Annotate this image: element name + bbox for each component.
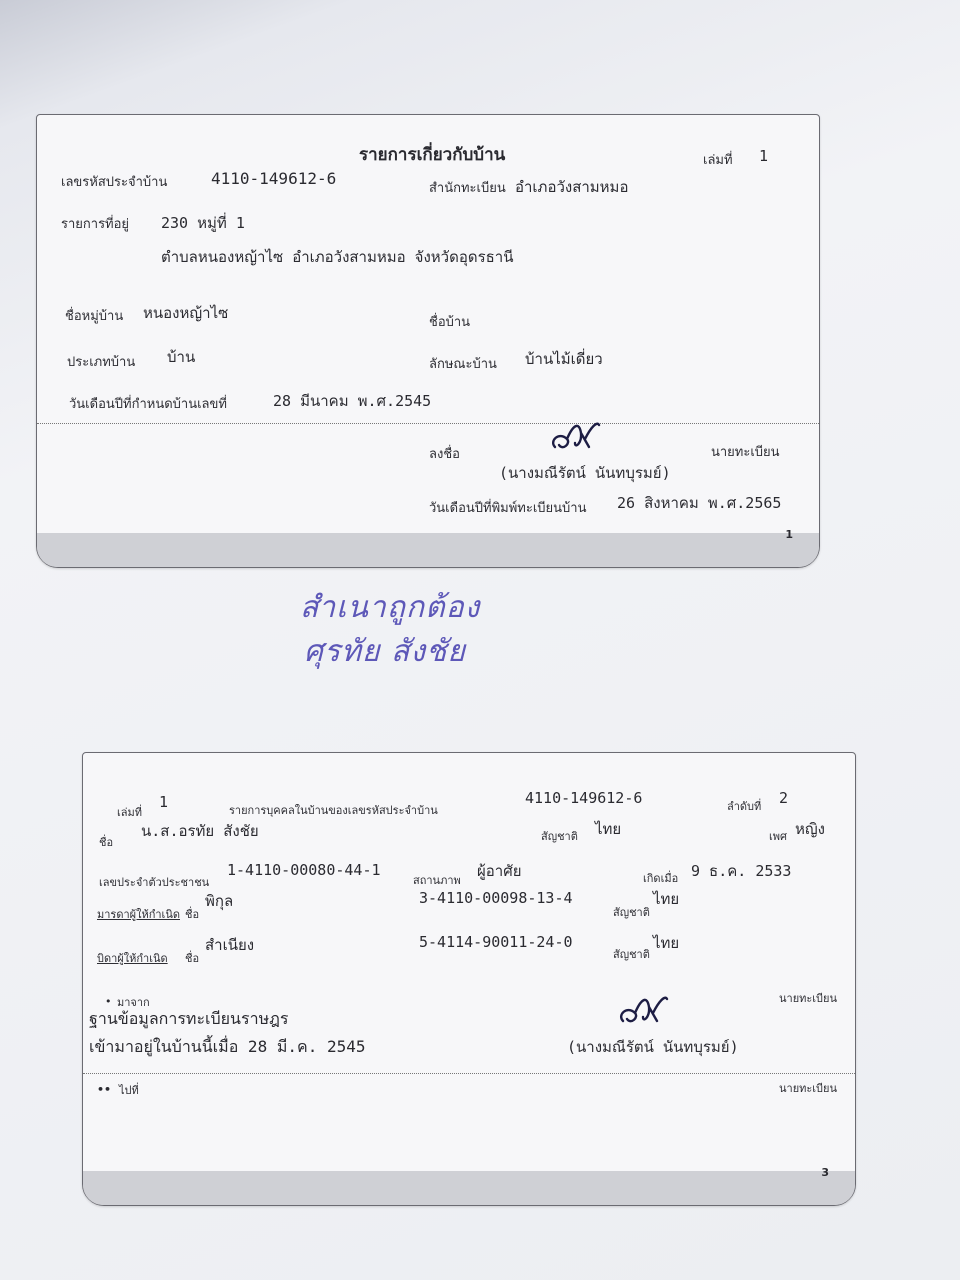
id-value: 1-4110-00080-44-1 [227,861,381,879]
father-name-label: ชื่อ [185,952,200,965]
from-label: มาจาก [117,996,150,1009]
card-footer-band [83,1171,855,1205]
address-label: รายการที่อยู่ [61,217,130,232]
born-label: เกิดเมื่อ [643,872,679,885]
card-title: รายการเกี่ยวกับบ้าน [359,145,506,165]
print-date-value: 26 สิงหาคม พ.ศ.2565 [617,494,782,512]
mother-name-label: ชื่อ [185,908,200,921]
address-line1: 230 หมู่ที่ 1 [161,214,245,232]
sign-label: ลงชื่อ [429,447,460,462]
house-code-value: 4110-149612-6 [211,169,337,188]
from-bullet-icon: • [105,995,112,1008]
house-style-label: ลักษณะบ้าน [429,357,497,372]
mother-nationality: ไทย [653,890,680,908]
father-label: บิดาผู้ให้กำเนิด [97,952,168,965]
book-label: เล่มที่ [703,153,733,168]
name-label: ชื่อ [99,836,114,849]
order-value: 2 [779,789,789,807]
house-style-value: บ้านไม้เดี่ยว [525,350,603,368]
registrar-office-value: อำเภอวังสามหมอ [515,178,629,196]
book-value: 1 [759,147,769,165]
mother-label: มารดาผู้ให้กำเนิด [97,908,180,921]
registrar-title-2: นายทะเบียน [779,1082,838,1095]
house-code-label: เลขรหัสประจำบ้าน [61,175,168,190]
nationality-label: สัญชาติ [541,830,578,843]
house-type-label: ประเภทบ้าน [67,355,136,370]
sex-value: หญิง [795,820,825,838]
registrar-signature-icon [615,989,673,1033]
card-footer-band [37,533,819,567]
separator-dotted [37,423,819,424]
nationality-value: ไทย [595,820,622,838]
house-name-label: ชื่อบ้าน [429,315,471,330]
id-label: เลขประจำตัวประชาชน [99,876,210,889]
mother-name: พิกุล [205,892,234,910]
page-number: 1 [785,528,793,541]
registrar-title: นายทะเบียน [779,992,838,1005]
registrar-name: (นางมณีรัตน์ นันทบุรมย์) [499,464,671,482]
house-type-value: บ้าน [167,348,196,366]
person-details-card [82,752,856,1206]
father-nationality: ไทย [653,934,680,952]
house-code-value: 4110-149612-6 [525,789,643,807]
assigned-date-value: 28 มีนาคม พ.ศ.2545 [273,392,432,410]
book-label: เล่มที่ [117,806,143,819]
to-bullet-icon: •• [97,1083,112,1096]
father-id: 5-4114-90011-24-0 [419,933,573,951]
father-nationality-label: สัญชาติ [613,948,650,961]
assigned-date-label: วันเดือนปีที่กำหนดบ้านเลขที่ [69,397,227,412]
handwritten-certification: สำเนาถูกต้อง [300,590,481,625]
order-label: ลำดับที่ [727,800,762,813]
mother-nationality-label: สัญชาติ [613,906,650,919]
registrar-office-label: สำนักทะเบียน [429,181,506,196]
status-label: สถานภาพ [413,874,461,887]
mother-id: 3-4110-00098-13-4 [419,889,573,907]
section-heading: รายการบุคคลในบ้านของเลขรหัสประจำบ้าน [229,804,438,817]
registrar-signature-icon [545,413,605,459]
village-value: หนองหญ้าไซ [143,304,229,322]
registrar-title: นายทะเบียน [711,445,780,460]
name-value: น.ส.อรทัย สังชัย [141,822,259,840]
father-name: สำเนียง [205,936,255,954]
page-number: 3 [821,1166,829,1179]
to-label: ไปที่ [119,1084,139,1097]
address-line2: ตำบลหนองหญ้าไซ อำเภอวังสามหมอ จังหวัดอุดรธานี [161,248,514,266]
house-details-card [36,114,820,568]
registrar-name: (นางมณีรัตน์ นันทบุรมย์) [567,1038,739,1056]
from-value: ฐานข้อมูลการทะเบียนราษฎร [89,1009,289,1028]
handwritten-signature-name: ศุรทัย สังชัย [304,634,466,669]
moved-in-date: เข้ามาอยู่ในบ้านนี้เมื่อ 28 มี.ค. 2545 [89,1037,366,1056]
status-value: ผู้อาศัย [477,862,522,880]
separator-dotted [83,1073,855,1074]
print-date-label: วันเดือนปีที่พิมพ์ทะเบียนบ้าน [429,501,587,516]
sex-label: เพศ [769,830,787,843]
born-value: 9 ธ.ค. 2533 [691,862,792,880]
village-label: ชื่อหมู่บ้าน [65,309,124,324]
book-value: 1 [159,793,169,811]
